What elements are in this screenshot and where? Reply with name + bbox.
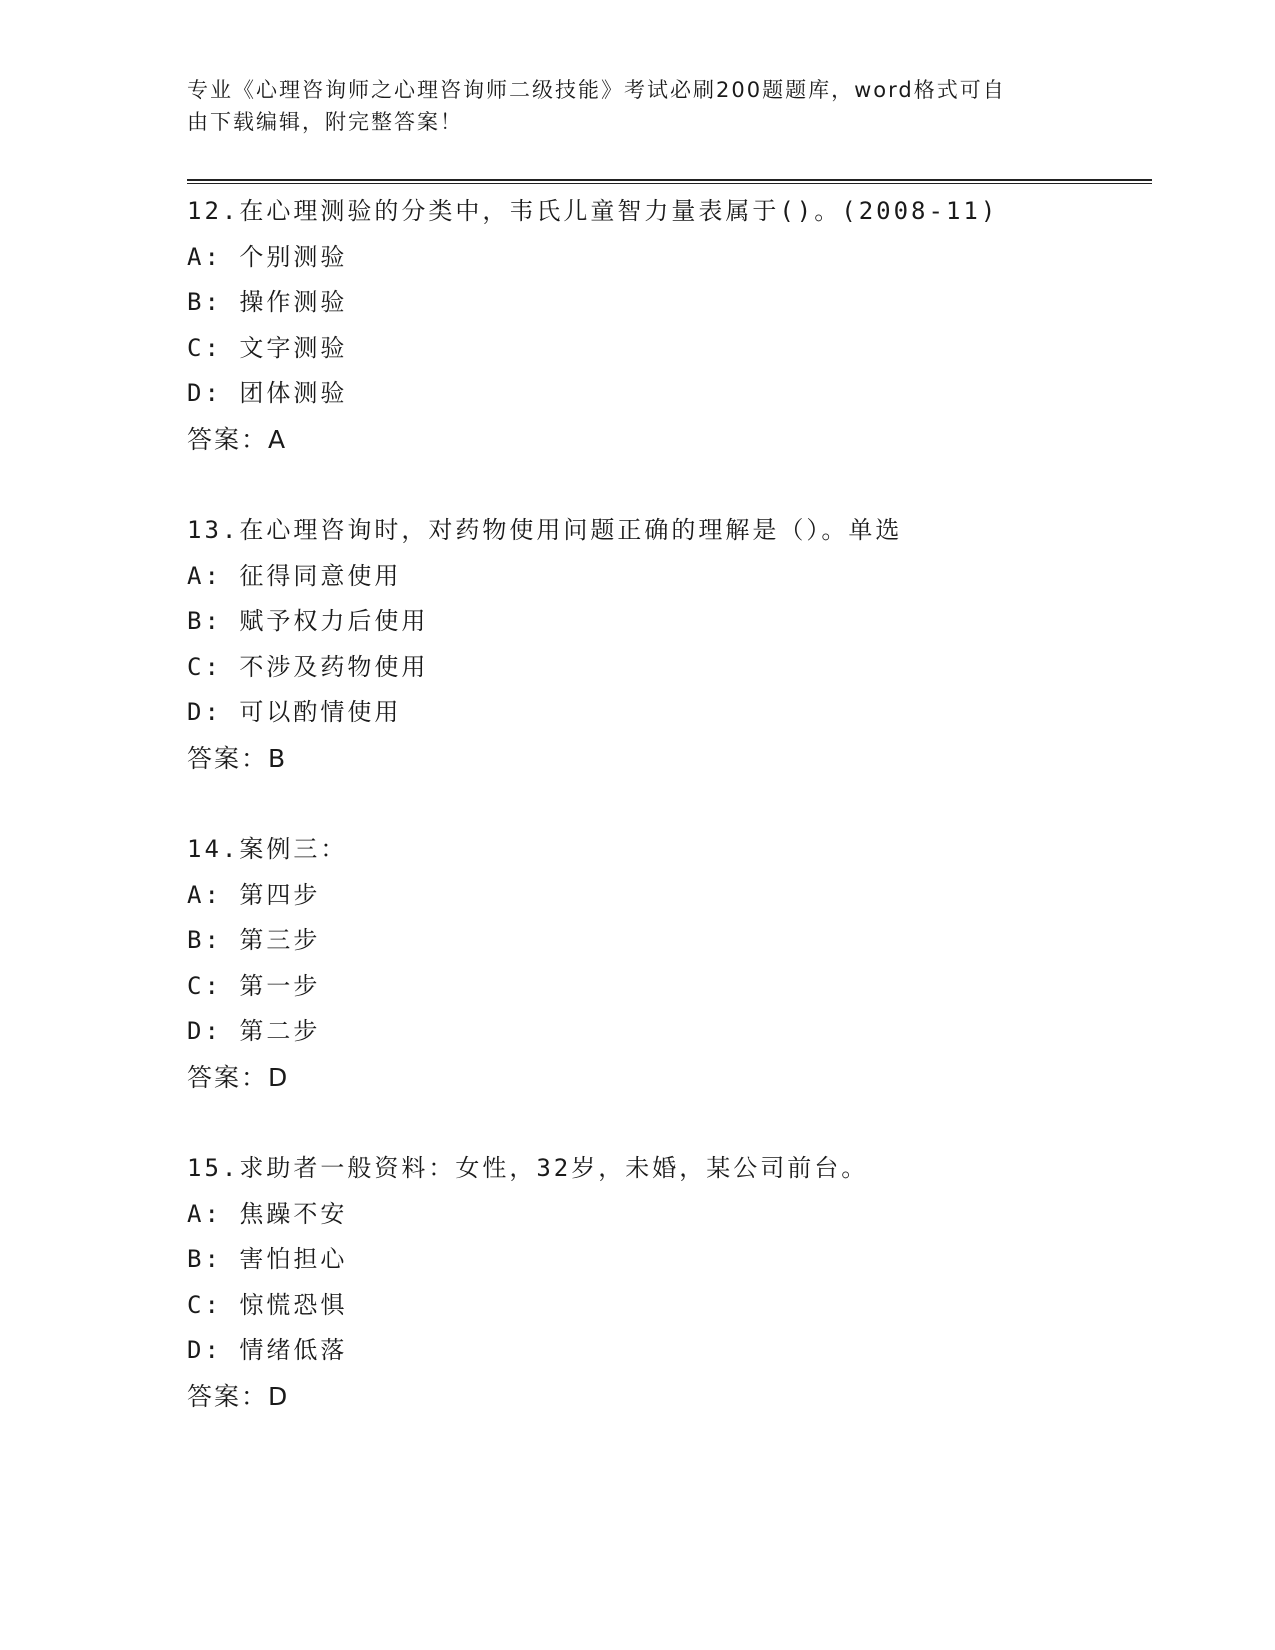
header-line-1: 专业《心理咨询师之心理咨询师二级技能》考试必刷200题题库，word格式可自 bbox=[187, 78, 1006, 102]
question-13 bbox=[187, 508, 1147, 827]
question-stem: 12.在心理测验的分类中，韦氏儿童智力量表属于()。(2008-11) bbox=[187, 197, 999, 225]
question-15 bbox=[187, 1146, 1147, 1465]
option-d: D: 第二步 bbox=[187, 1017, 321, 1046]
option-d: D: 团体测验 bbox=[187, 379, 348, 408]
answer: 答案：D bbox=[187, 1381, 290, 1411]
header-divider-thick bbox=[187, 179, 1152, 181]
answer: 答案：B bbox=[187, 743, 288, 773]
question-12 bbox=[187, 189, 1147, 508]
option-c: C: 惊慌恐惧 bbox=[187, 1290, 348, 1319]
option-a: A: 个别测验 bbox=[187, 242, 348, 271]
option-a: A: 征得同意使用 bbox=[187, 561, 402, 590]
option-a: A: 第四步 bbox=[187, 880, 321, 909]
answer: 答案：A bbox=[187, 424, 288, 454]
option-b: B: 第三步 bbox=[187, 926, 321, 955]
option-d: D: 可以酌情使用 bbox=[187, 698, 402, 727]
header-line-2: 由下载编辑，附完整答案！ bbox=[187, 110, 463, 134]
document-header bbox=[187, 74, 1087, 138]
answer: 答案：D bbox=[187, 1062, 290, 1092]
question-14 bbox=[187, 827, 1147, 1146]
question-stem: 13.在心理咨询时，对药物使用问题正确的理解是（）。单选 bbox=[187, 516, 903, 544]
question-stem: 14.案例三： bbox=[187, 835, 348, 863]
option-a: A: 焦躁不安 bbox=[187, 1199, 348, 1228]
option-c: C: 不涉及药物使用 bbox=[187, 652, 429, 681]
option-c: C: 第一步 bbox=[187, 971, 321, 1000]
header-divider-thin bbox=[187, 183, 1152, 184]
option-b: B: 赋予权力后使用 bbox=[187, 607, 429, 636]
option-d: D: 情绪低落 bbox=[187, 1336, 348, 1365]
option-c: C: 文字测验 bbox=[187, 333, 348, 362]
option-b: B: 操作测验 bbox=[187, 288, 348, 317]
option-b: B: 害怕担心 bbox=[187, 1245, 348, 1274]
question-stem: 15.求助者一般资料：女性，32岁，未婚，某公司前台。 bbox=[187, 1154, 869, 1182]
question-list bbox=[187, 189, 1147, 1465]
